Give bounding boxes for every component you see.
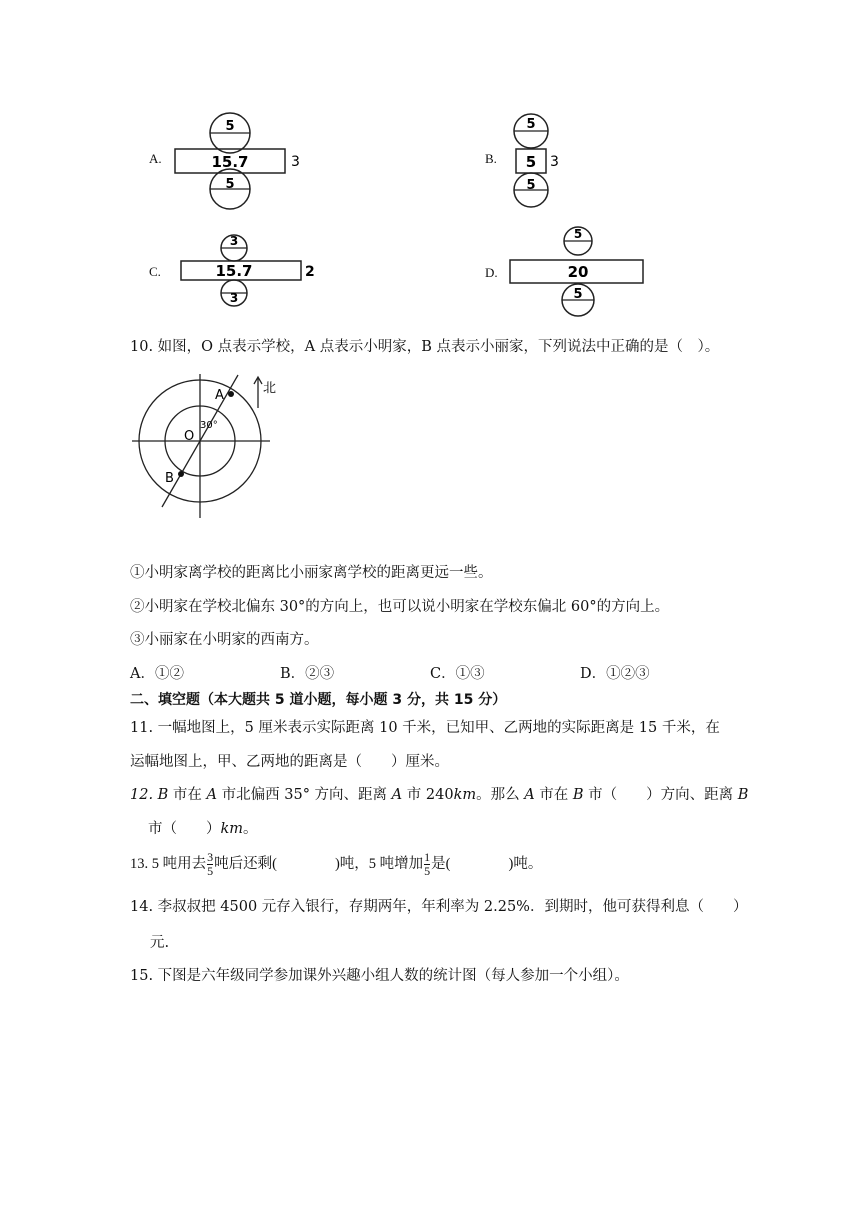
point-b-label: B (165, 471, 174, 486)
q14-line-2: 元. (150, 935, 170, 951)
q12-text: 市在 (534, 787, 573, 803)
q10-choice-d: D．①②③ (580, 666, 650, 682)
q10-stem: 10. 如图，O 点表示学校，A 点表示小明家，B 点表示小丽家，下列说法中正确的是（ ）。 (130, 339, 720, 355)
fraction-denominator: 5 (424, 864, 431, 879)
q10-direction-diagram (130, 372, 290, 522)
q12-number: 12. (130, 787, 154, 803)
q12-text: 市（ ）方向、距离 (583, 787, 738, 803)
q13-text: 13. 5 吨用去 (130, 856, 207, 872)
bottom-circle-label: 5 (573, 287, 583, 302)
net-diagram-a (145, 105, 315, 210)
top-circle-label: 5 (573, 227, 583, 241)
q10-choice-c: C．①③ (430, 666, 485, 682)
q10-statement-3: ③小丽家在小明家的西南方。 (130, 632, 319, 648)
q9-option-c (145, 228, 335, 318)
q12-line-1 (130, 785, 748, 805)
fraction (424, 851, 430, 878)
rect-label: 5 (525, 153, 537, 171)
section-2-title: 二、填空题（本大题共 5 道小题，每小题 3 分，共 15 分） (130, 692, 507, 708)
side-label: 2 (305, 264, 315, 280)
q12-text: 市北偏西 35° 方向、距离 (217, 787, 392, 803)
rect-label: 15.7 (211, 153, 249, 171)
side-label: 3 (550, 154, 559, 170)
top-circle-label: 5 (526, 117, 536, 132)
q12-var: B (157, 787, 169, 803)
q12-text: 市 240 (402, 787, 454, 803)
q9-option-d (483, 225, 663, 320)
rect-label: 20 (567, 263, 589, 281)
q11-line-2: 运幅地图上，甲、乙两地的距离是（ ）厘米。 (130, 754, 449, 770)
q12-text: 。那么 (476, 787, 525, 803)
q9-option-b (483, 105, 603, 210)
q12-var: A (524, 787, 535, 803)
rect-label: 15.7 (215, 262, 253, 280)
fraction (207, 851, 213, 878)
q9-option-a (145, 105, 315, 210)
option-label: A. (149, 151, 162, 166)
option-label: D. (485, 265, 498, 280)
bottom-circle-label: 3 (229, 291, 239, 305)
q12-var: B (572, 787, 584, 803)
q12-unit: km (220, 821, 244, 837)
q10-choice-a: A．①② (130, 666, 184, 682)
point-a-label: A (215, 388, 224, 403)
fraction-denominator: 5 (207, 864, 214, 879)
q12-unit: km (453, 787, 477, 803)
bottom-circle-label: 5 (526, 178, 536, 193)
q14-line-1: 14. 李叔叔把 4500 元存入银行，存期两年，年利率为 2.25%．到期时，他可获得利息（ ） (130, 899, 748, 915)
net-diagram-b (483, 105, 603, 210)
q13-line (130, 846, 542, 882)
net-diagram-d (483, 225, 663, 320)
option-label: C. (149, 264, 161, 279)
angle-label: 30° (200, 420, 218, 431)
fraction-numerator: 3 (207, 850, 214, 865)
q10-statement-2: ②小明家在学校北偏东 30°的方向上，也可以说小明家在学校东偏北 60°的方向上。 (130, 599, 670, 615)
q12-var: A (391, 787, 403, 803)
q12-var: B (737, 787, 749, 803)
top-circle-label: 3 (229, 234, 239, 248)
point-o-label: O (184, 429, 195, 444)
q10-choice-b: B．②③ (280, 666, 335, 682)
q13-text: 是( )吨。 (431, 856, 543, 872)
q13-text: 吨后还剩( )吨，5 吨增加 (214, 856, 424, 872)
q15-line: 15. 下图是六年级同学参加课外兴趣小组人数的统计图（每人参加一个小组）。 (130, 968, 629, 984)
q11-line-1: 11. 一幅地图上，5 厘米表示实际距离 10 千米，已知甲、乙两地的实际距离是 15 千米，在 (130, 720, 720, 736)
option-label: B. (485, 151, 497, 166)
top-circle-label: 5 (225, 119, 235, 134)
side-label: 3 (291, 154, 300, 170)
q10-statement-1: ①小明家离学校的距离比小丽家离学校的距离更远一些。 (130, 565, 493, 581)
q12-text: 市（ ） (148, 821, 221, 837)
q12-line-2 (148, 819, 258, 839)
q12-text: 。 (243, 821, 258, 837)
bottom-circle-label: 5 (225, 177, 235, 192)
q12-text: 市在 (168, 787, 207, 803)
net-diagram-c (145, 228, 335, 318)
fraction-numerator: 1 (424, 850, 431, 865)
q12-var: A (206, 787, 218, 803)
north-label: 北 (263, 381, 277, 396)
